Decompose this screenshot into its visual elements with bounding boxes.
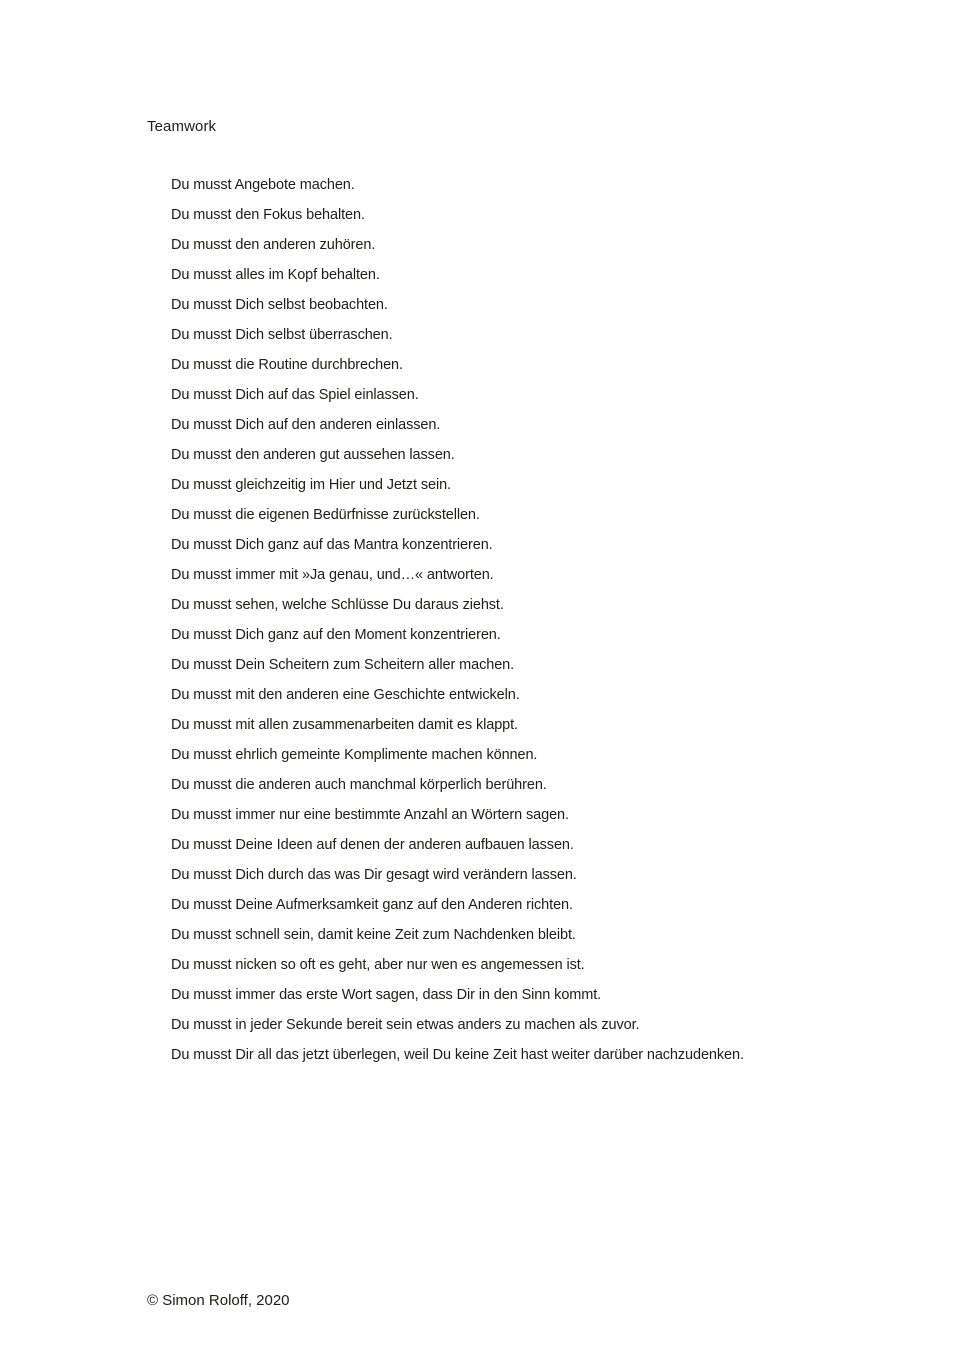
poem-line: Du musst Deine Aufmerksamkeit ganz auf den Anderen richten. — [171, 897, 573, 913]
poem-line: Du musst Dich ganz auf das Mantra konzentrieren. — [171, 537, 493, 553]
poem-line: Du musst Dich durch das was Dir gesagt wird verändern lassen. — [171, 867, 577, 883]
copyright-notice: © Simon Roloff, 2020 — [147, 1292, 290, 1309]
page-title: Teamwork — [147, 118, 217, 135]
poem-line: Du musst Dich auf den anderen einlassen. — [171, 417, 441, 433]
poem-line: Du musst immer das erste Wort sagen, dass Dir in den Sinn kommt. — [171, 987, 602, 1003]
poem-line: Du musst die Routine durchbrechen. — [171, 357, 403, 373]
poem-line: Du musst Dich ganz auf den Moment konzentrieren. — [171, 627, 501, 643]
poem-line: Du musst schnell sein, damit keine Zeit zum Nachdenken bleibt. — [171, 927, 576, 943]
poem-line: Du musst gleichzeitig im Hier und Jetzt sein. — [171, 477, 451, 493]
poem-line: Du musst immer mit »Ja genau, und…« antworten. — [171, 567, 494, 583]
poem-line: Du musst den Fokus behalten. — [171, 207, 365, 223]
poem-line: Du musst mit den anderen eine Geschichte entwickeln. — [171, 687, 520, 703]
poem-line: Du musst alles im Kopf behalten. — [171, 267, 380, 283]
poem-line: Du musst den anderen zuhören. — [171, 237, 376, 253]
poem-line: Du musst Angebote machen. — [171, 177, 355, 193]
poem-line: Du musst sehen, welche Schlüsse Du daraus ziehst. — [171, 597, 504, 613]
poem-line: Du musst Dir all das jetzt überlegen, weil Du keine Zeit hast weiter darüber nachzudenken. — [171, 1047, 744, 1063]
poem-line: Du musst immer nur eine bestimmte Anzahl an Wörtern sagen. — [171, 807, 569, 823]
poem-body — [171, 170, 931, 1070]
poem-line: Du musst den anderen gut aussehen lassen. — [171, 447, 455, 463]
poem-line: Du musst Deine Ideen auf denen der anderen aufbauen lassen. — [171, 837, 574, 853]
poem-line: Du musst Dich selbst überraschen. — [171, 327, 393, 343]
poem-line: Du musst Dich selbst beobachten. — [171, 297, 388, 313]
poem-line: Du musst die anderen auch manchmal körperlich berühren. — [171, 777, 547, 793]
poem-line: Du musst die eigenen Bedürfnisse zurückstellen. — [171, 507, 480, 523]
poem-line: Du musst in jeder Sekunde bereit sein etwas anders zu machen als zuvor. — [171, 1017, 640, 1033]
poem-line: Du musst Dich auf das Spiel einlassen. — [171, 387, 419, 403]
poem-line: Du musst Dein Scheitern zum Scheitern aller machen. — [171, 657, 515, 673]
poem-line: Du musst nicken so oft es geht, aber nur wen es angemessen ist. — [171, 957, 585, 973]
poem-line: Du musst mit allen zusammenarbeiten damit es klappt. — [171, 717, 518, 733]
poem-line: Du musst ehrlich gemeinte Komplimente machen können. — [171, 747, 538, 763]
